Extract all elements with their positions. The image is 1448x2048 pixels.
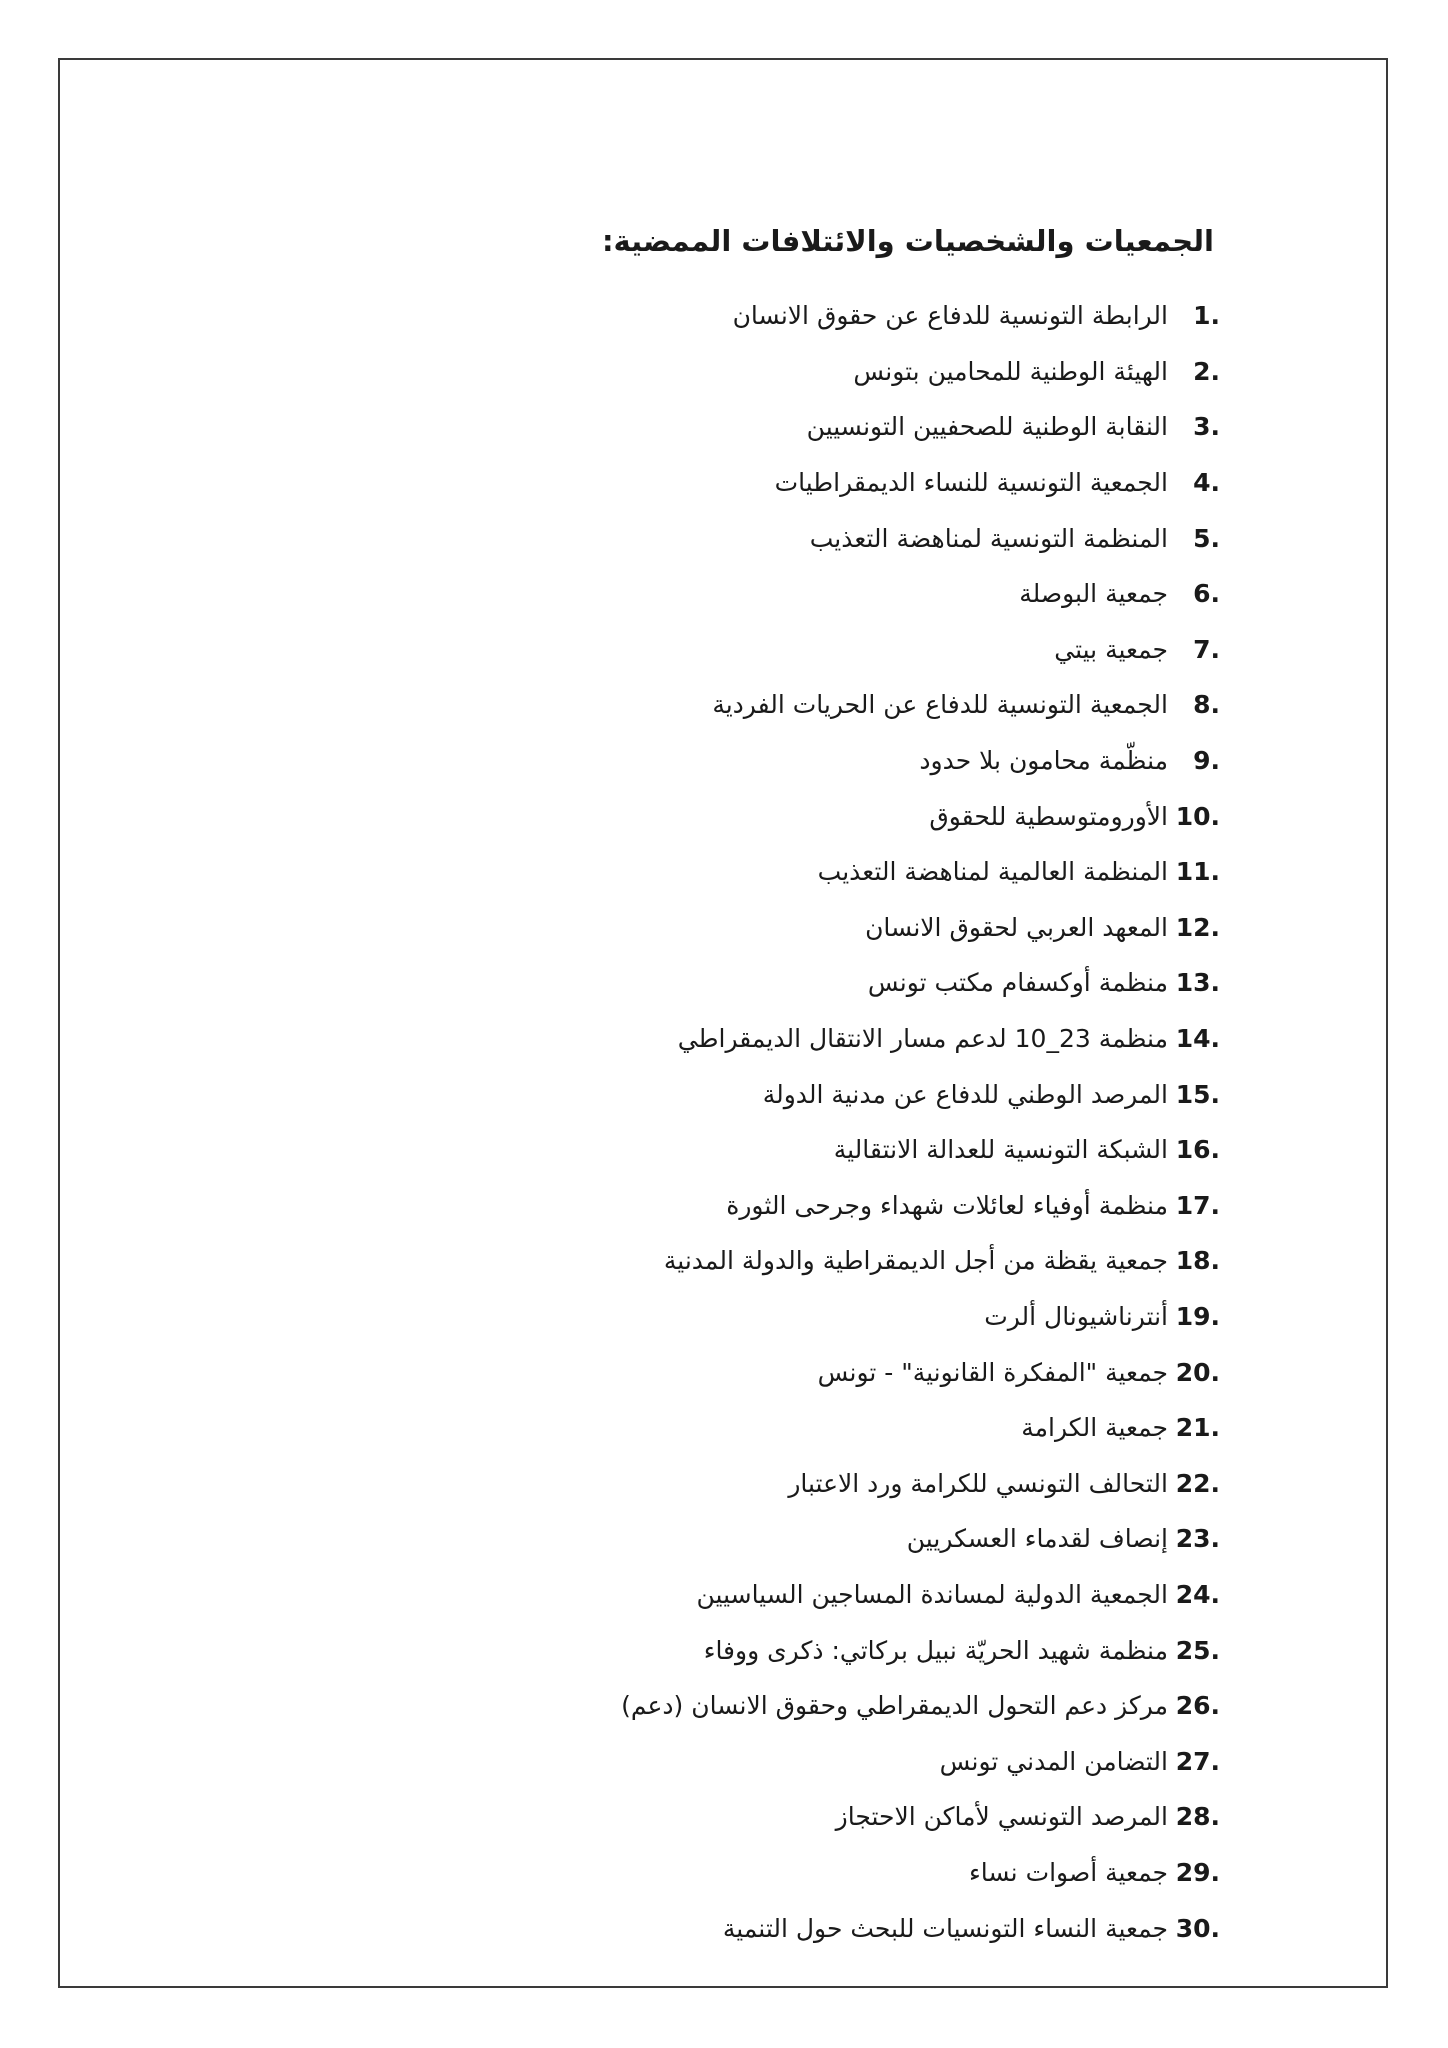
list-item — [70, 510, 1220, 566]
organization-name: جمعية "المفكرة القانونية" - تونس — [817, 1357, 1168, 1387]
list-item — [70, 288, 1220, 344]
organization-name: منظمة 23_10 لدعم مسار الانتقال الديمقراطي — [677, 1024, 1168, 1054]
list-item — [70, 788, 1220, 844]
item-number: 10. — [1175, 801, 1220, 831]
item-number: 19. — [1175, 1301, 1220, 1331]
list-item — [70, 1233, 1220, 1289]
item-number: 12. — [1175, 912, 1220, 942]
item-number: 20. — [1175, 1357, 1220, 1387]
list-item — [70, 1511, 1220, 1567]
list-item — [70, 344, 1220, 400]
item-number: 23. — [1175, 1524, 1220, 1554]
list-item — [70, 844, 1220, 900]
organization-name: منظمة أوكسفام مكتب تونس — [867, 968, 1168, 998]
item-number: 8. — [1193, 690, 1220, 720]
organization-name: الجمعية التونسية للنساء الديمقراطيات — [774, 468, 1168, 498]
list-item — [70, 1289, 1220, 1345]
list-item — [70, 900, 1220, 956]
organization-name: المنظمة التونسية لمناهضة التعذيب — [809, 523, 1168, 553]
item-number: 29. — [1175, 1857, 1220, 1887]
list-item — [70, 1678, 1220, 1734]
item-number: 27. — [1175, 1746, 1220, 1776]
document-content — [70, 210, 1220, 1956]
item-number: 4. — [1193, 468, 1220, 498]
list-item — [70, 1122, 1220, 1178]
organization-name: مركز دعم التحول الديمقراطي وحقوق الانسان (دعم) — [621, 1691, 1168, 1721]
organization-name: جمعية أصوات نساء — [968, 1857, 1168, 1887]
item-number: 16. — [1175, 1135, 1220, 1165]
list-item — [70, 955, 1220, 1011]
organization-name: جمعية يقظة من أجل الديمقراطية والدولة المدنية — [663, 1246, 1168, 1276]
list-item — [70, 1344, 1220, 1400]
organization-name: المعهد العربي لحقوق الانسان — [865, 912, 1168, 942]
list-item — [70, 1900, 1220, 1956]
organization-name: الجمعية الدولية لمساندة المساجين السياسيين — [696, 1579, 1168, 1609]
list-item — [70, 1011, 1220, 1067]
organization-name: المنظمة العالمية لمناهضة التعذيب — [817, 857, 1168, 887]
list-item — [70, 1733, 1220, 1789]
item-number: 21. — [1175, 1413, 1220, 1443]
organization-name: منظمة أوفياء لعائلات شهداء وجرحى الثورة — [726, 1190, 1168, 1220]
list-item — [70, 1622, 1220, 1678]
organization-name: جمعية النساء التونسيات للبحث حول التنمية — [722, 1913, 1168, 1943]
organization-name: الشبكة التونسية للعدالة الانتقالية — [833, 1135, 1168, 1165]
item-number: 5. — [1193, 523, 1220, 553]
item-number: 7. — [1193, 634, 1220, 664]
organization-list — [70, 288, 1220, 1956]
organization-name: المرصد الوطني للدفاع عن مدنية الدولة — [762, 1079, 1168, 1109]
item-number: 18. — [1175, 1246, 1220, 1276]
item-number: 3. — [1193, 412, 1220, 442]
item-number: 14. — [1175, 1024, 1220, 1054]
organization-name: الجمعية التونسية للدفاع عن الحريات الفردية — [712, 690, 1168, 720]
item-number: 6. — [1193, 579, 1220, 609]
list-item — [70, 1567, 1220, 1623]
organization-name: الأورومتوسطية للحقوق — [929, 801, 1168, 831]
list-item — [70, 1178, 1220, 1234]
organization-name: جمعية الكرامة — [1021, 1413, 1168, 1443]
item-number: 25. — [1175, 1635, 1220, 1665]
item-number: 26. — [1175, 1691, 1220, 1721]
organization-name: التحالف التونسي للكرامة ورد الاعتبار — [788, 1468, 1168, 1498]
organization-name: منظمة شهيد الحريّة نبيل بركاتي: ذكرى ووفاء — [703, 1635, 1168, 1665]
list-item — [70, 399, 1220, 455]
item-number: 15. — [1175, 1079, 1220, 1109]
organization-name: النقابة الوطنية للصحفيين التونسيين — [806, 412, 1168, 442]
item-number: 24. — [1175, 1579, 1220, 1609]
list-item — [70, 455, 1220, 511]
item-number: 17. — [1175, 1190, 1220, 1220]
organization-name: جمعية بيتي — [1054, 634, 1168, 664]
item-number: 1. — [1193, 301, 1220, 331]
item-number: 28. — [1175, 1802, 1220, 1832]
organization-name: الهيئة الوطنية للمحامين بتونس — [853, 356, 1168, 386]
organization-name: جمعية البوصلة — [1019, 579, 1168, 609]
page-title: الجمعيات والشخصيات والائتلافات الممضية: — [601, 224, 1214, 258]
list-item — [70, 622, 1220, 678]
item-number: 13. — [1175, 968, 1220, 998]
list-item — [70, 566, 1220, 622]
page-frame — [58, 58, 1388, 1988]
organization-name: المرصد التونسي لأماكن الاحتجاز — [835, 1802, 1168, 1832]
list-item — [70, 677, 1220, 733]
list-item — [70, 1789, 1220, 1845]
item-number: 2. — [1193, 356, 1220, 386]
list-item — [70, 733, 1220, 789]
item-number: 30. — [1175, 1913, 1220, 1943]
list-item — [70, 1455, 1220, 1511]
organization-name: أنترناشيونال ألرت — [984, 1301, 1168, 1331]
item-number: 9. — [1193, 746, 1220, 776]
item-number: 11. — [1175, 857, 1220, 887]
organization-name: التضامن المدني تونس — [939, 1746, 1168, 1776]
organization-name: الرابطة التونسية للدفاع عن حقوق الانسان — [732, 301, 1168, 331]
list-item — [70, 1845, 1220, 1901]
list-item — [70, 1400, 1220, 1456]
list-item — [70, 1066, 1220, 1122]
organization-name: منظّمة محامون بلا حدود — [919, 746, 1168, 776]
item-number: 22. — [1175, 1468, 1220, 1498]
organization-name: إنصاف لقدماء العسكريين — [906, 1524, 1168, 1554]
